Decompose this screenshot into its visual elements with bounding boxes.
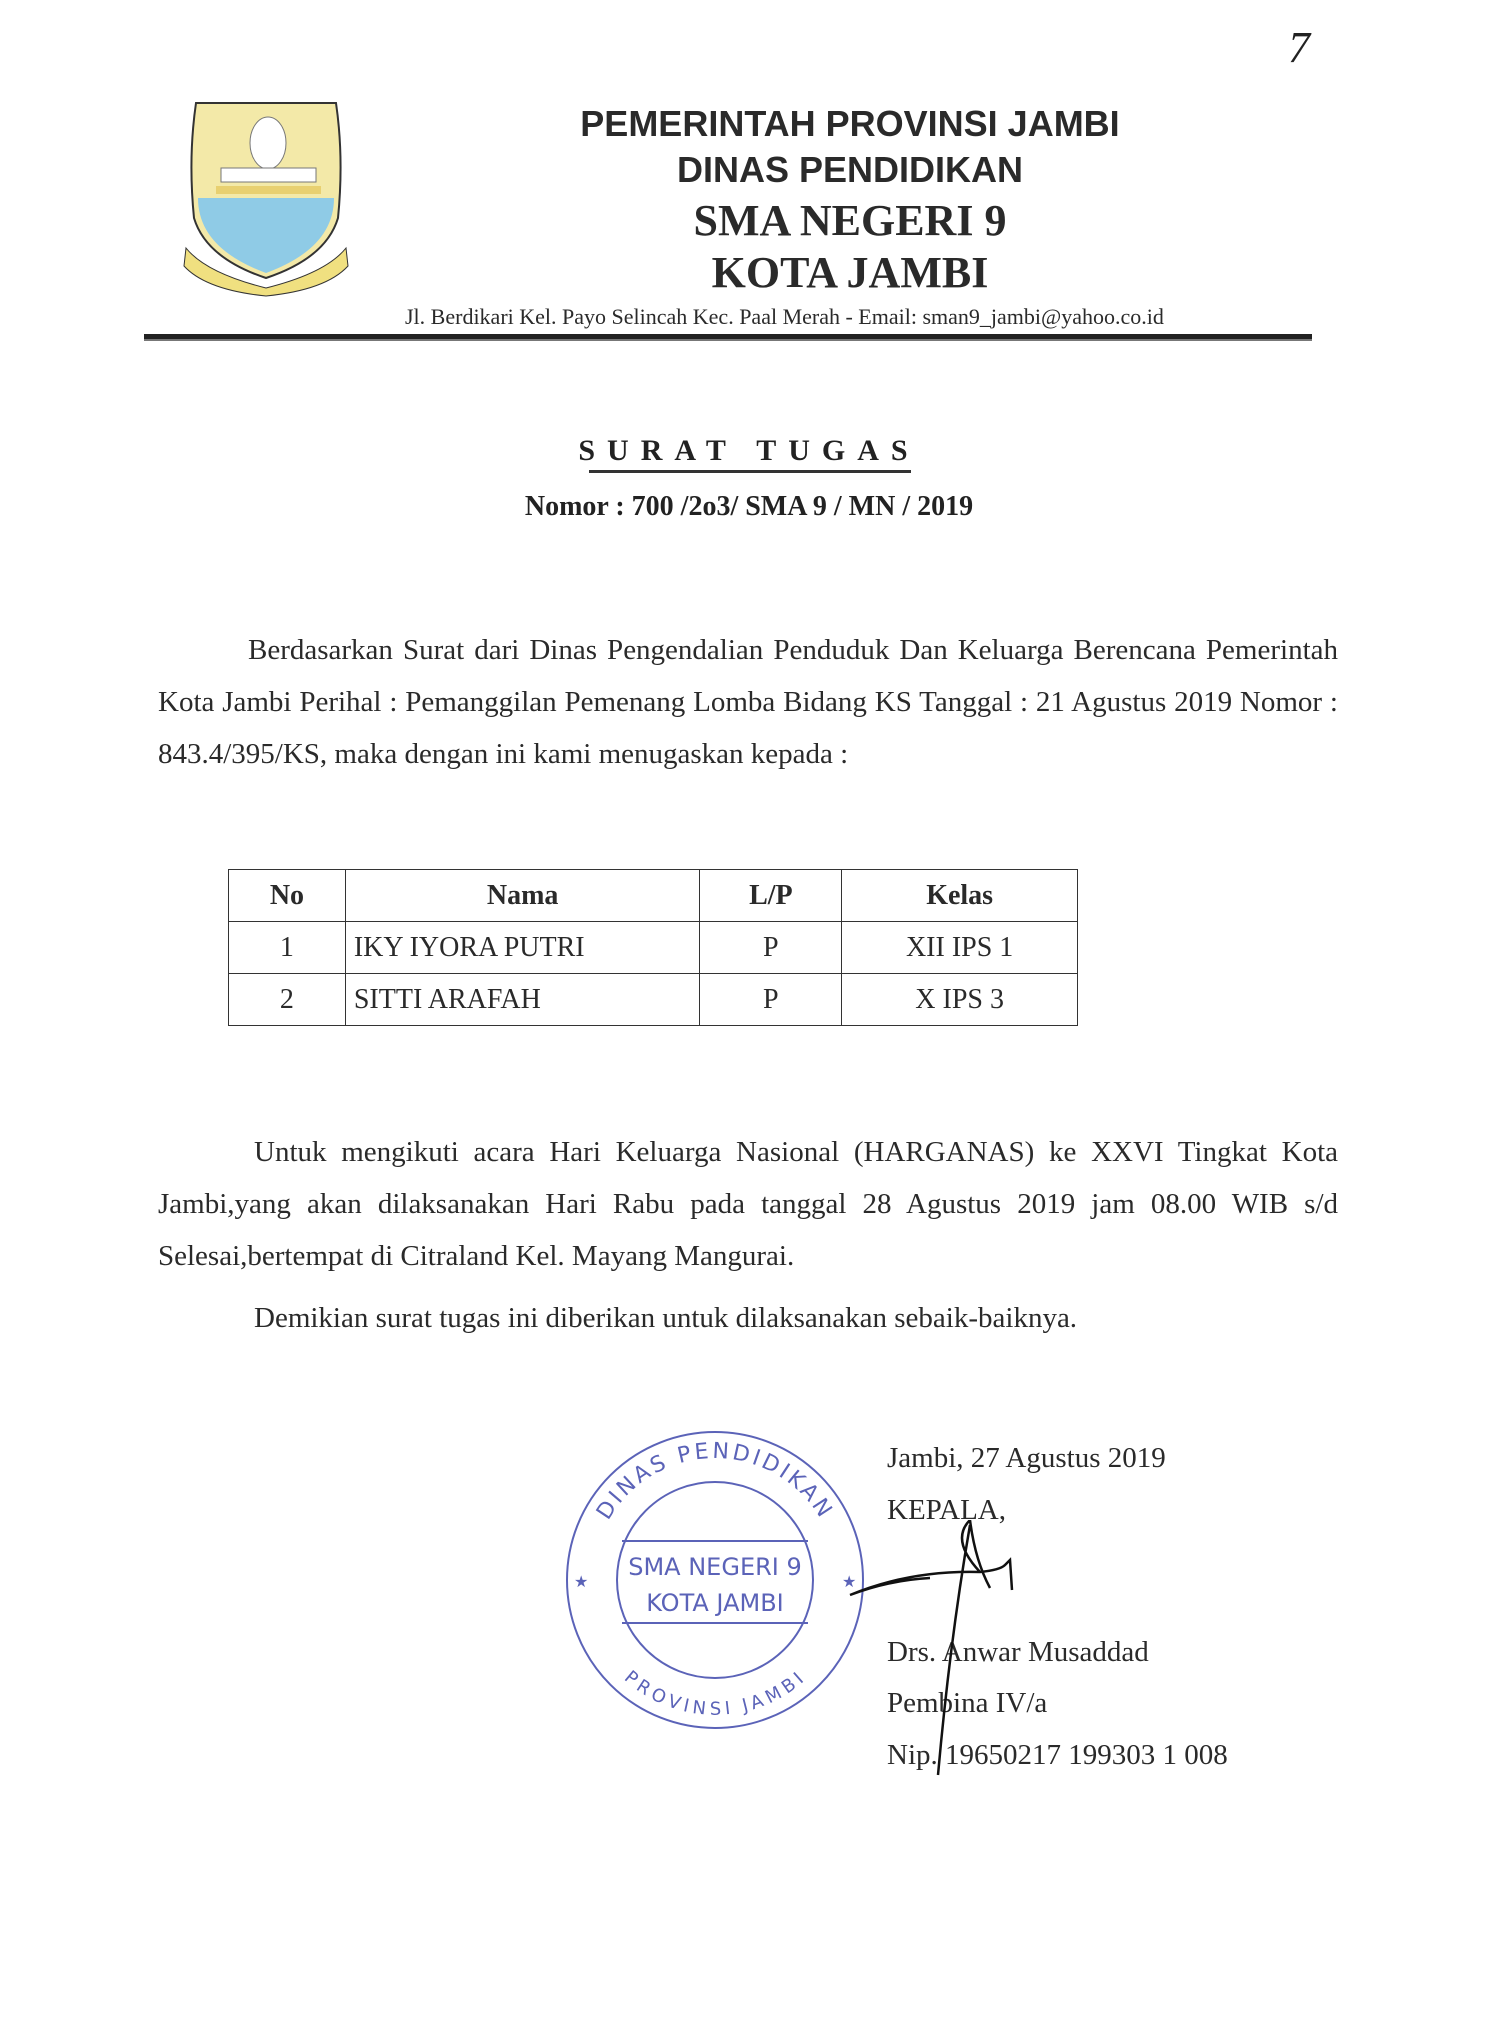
stamp-inner-city: KOTA JAMBI [646, 1589, 784, 1617]
stamp-star-icon: ★ [842, 1574, 857, 1591]
letterhead-school: SMA NEGERI 9 [693, 196, 1007, 245]
paragraph-closing: Demikian surat tugas ini diberikan untuk dilaksanakan sebaik-baiknya. [254, 1302, 1078, 1334]
assignee-table [228, 869, 1078, 1026]
cell-kelas: XII IPS 1 [842, 922, 1078, 974]
paragraph-purpose: Untuk mengikuti acara Hari Keluarga Nasional (HARGANAS) ke XXVI Tingkat Kota Jambi,yang akan dilaksanakan Hari Rabu pada tanggal 28 Agustus 2019 jam 08.00 WIB s/d Selesai,bertempat di Citraland Kel. Mayang Mangurai. [158, 1136, 1338, 1272]
stamp-outer-bottom: PROVINSI JAMBI [620, 1666, 811, 1720]
header-lp: L/P [700, 870, 842, 922]
paragraph-basis: Berdasarkan Surat dari Dinas Pengendalian Penduduk Dan Keluarga Berencana Pemerintah Kota Jambi Perihal : Pemanggilan Pemenang Lomba Bidang KS Tanggal : 21 Agustus 2019 Nomor : 843.4/395/KS, maka dengan ini kami menugaskan kepada : [158, 634, 1338, 770]
header-kelas: Kelas [842, 870, 1078, 922]
letterhead-address: Jl. Berdikari Kel. Payo Selincah Kec. Paal Merah - Email: sman9_jambi@yahoo.co.id [405, 304, 1164, 329]
cell-nama: IKY IYORA PUTRI [345, 922, 700, 974]
page-number-mark: 7 [1288, 23, 1310, 72]
stamp-outer-top: DINAS PENDIDIKAN [592, 1438, 838, 1525]
letter-title: SURAT TUGAS [578, 434, 920, 467]
cell-no: 1 [229, 922, 346, 974]
stamp-star-icon: ★ [574, 1574, 589, 1591]
cell-nama: SITTI ARAFAH [345, 974, 700, 1026]
letterhead-rule [144, 334, 1312, 341]
cell-no: 2 [229, 974, 346, 1026]
signature-rank: Pembina IV/a [887, 1687, 1048, 1719]
letterhead-department: DINAS PENDIDIKAN [676, 149, 1024, 190]
letterhead-city: KOTA JAMBI [711, 248, 989, 297]
table-row [229, 974, 1078, 1026]
table-header-row [229, 870, 1078, 922]
letterhead-government: PEMERINTAH PROVINSI JAMBI [580, 103, 1120, 144]
table-row [229, 922, 1078, 974]
jambi-province-logo [176, 98, 356, 298]
cell-lp: P [700, 922, 842, 974]
signature-name: Drs. Anwar Musaddad [887, 1636, 1149, 1668]
header-nama: Nama [345, 870, 700, 922]
header-no: No [229, 870, 346, 922]
cell-lp: P [700, 974, 842, 1026]
signature-place-date: Jambi, 27 Agustus 2019 [887, 1442, 1166, 1474]
handwritten-signature [830, 1520, 1060, 1780]
signature-nip: Nip. 19650217 199303 1 008 [887, 1739, 1228, 1771]
letter-number: Nomor : 700 /2o3/ SMA 9 / MN / 2019 [524, 491, 974, 522]
cell-kelas: X IPS 3 [842, 974, 1078, 1026]
letter-title-underline [589, 470, 911, 473]
stamp-inner-school: SMA NEGERI 9 [628, 1553, 802, 1581]
official-stamp [560, 1425, 870, 1735]
signature-position: KEPALA, [887, 1494, 1006, 1526]
